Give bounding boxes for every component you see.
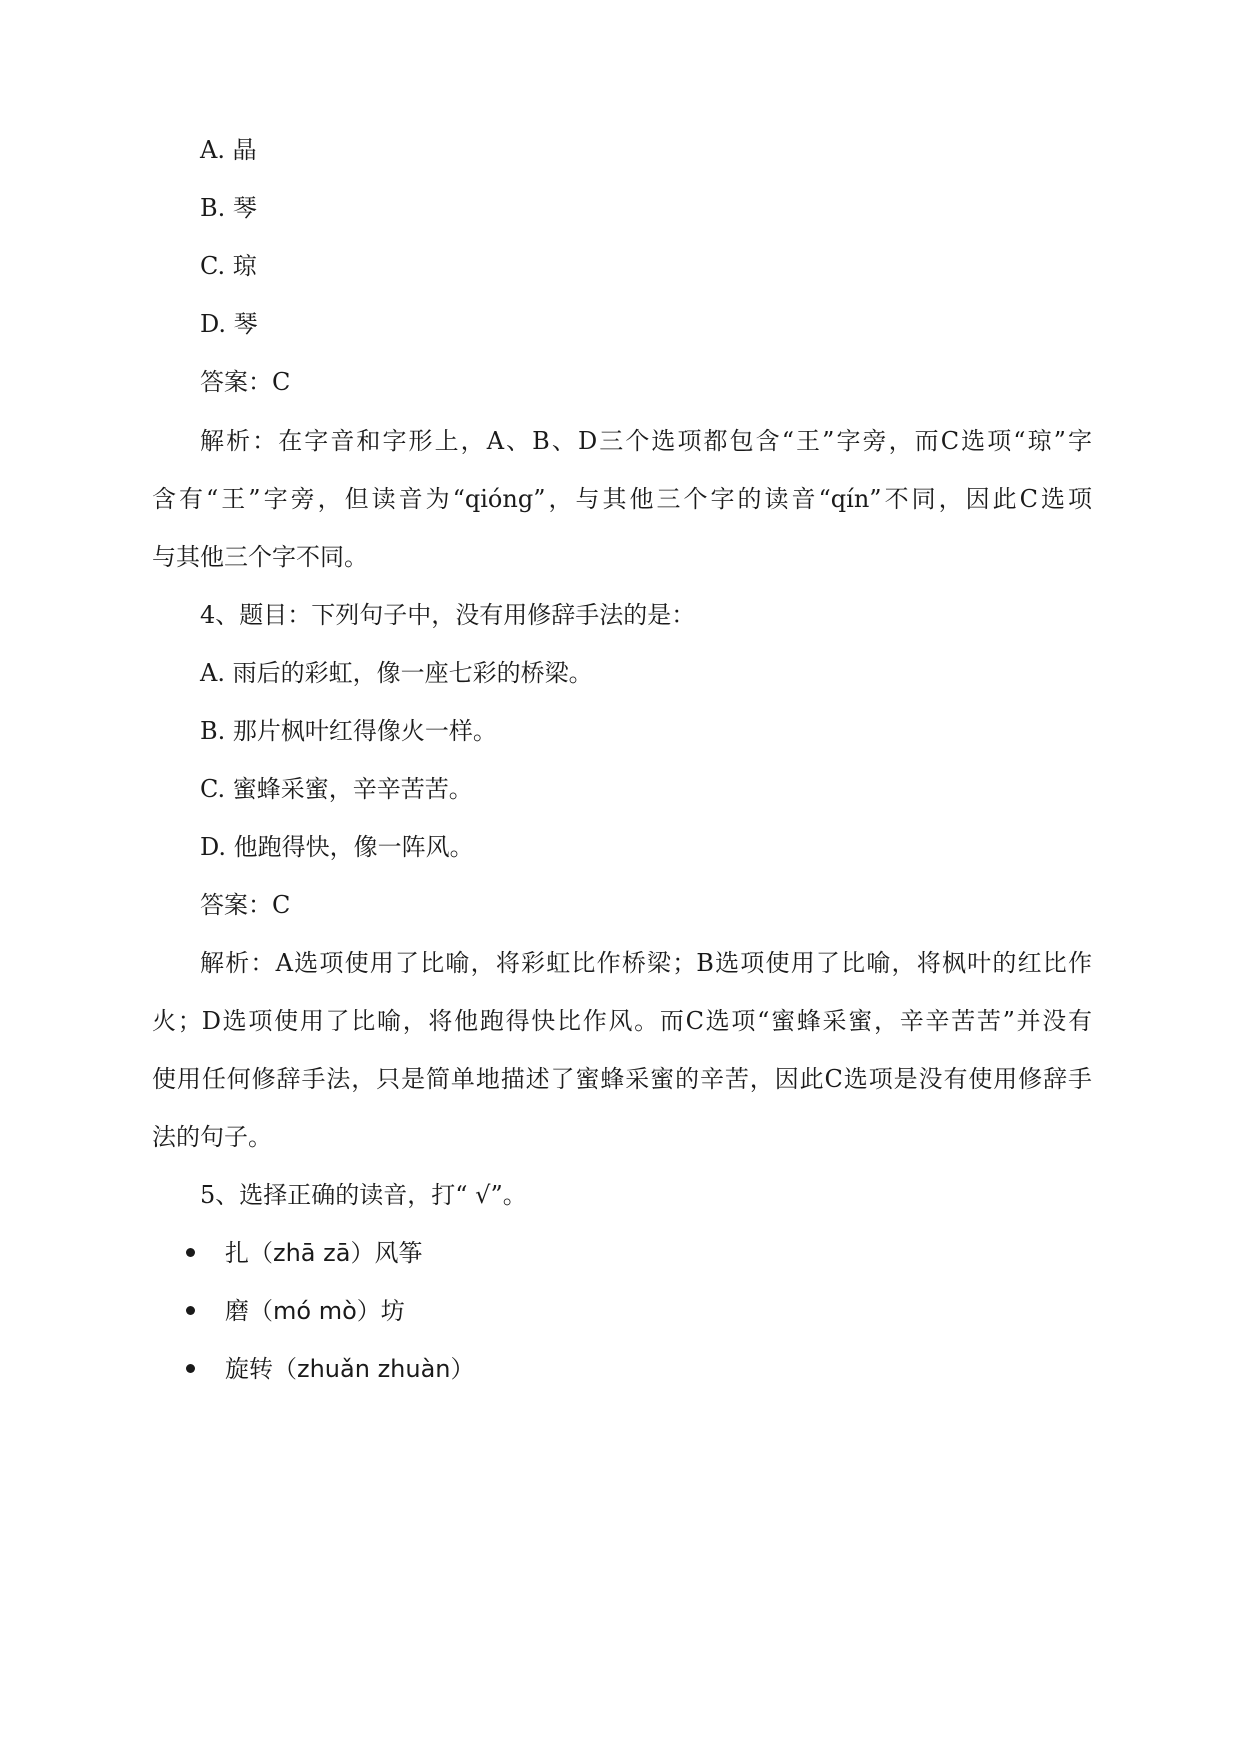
q4-option-a: A. 雨后的彩虹，像一座七彩的桥梁。 xyxy=(200,659,593,687)
q4-analysis-line-3: 使用任何修辞手法，只是简单地描述了蜜蜂采蜜的辛苦，因此C选项是没有使用修辞手 xyxy=(152,1065,1092,1093)
q4-analysis-line-1: 解析：A选项使用了比喻，将彩虹比作桥梁；B选项使用了比喻，将枫叶的红比作 xyxy=(200,949,1092,977)
bullet-icon xyxy=(186,1364,195,1373)
q3-option-a: A. 晶 xyxy=(200,136,257,164)
q5-item-text: 磨（mó mò）坊 xyxy=(225,1297,405,1325)
q3-option-c: C. 琼 xyxy=(200,252,257,280)
q5-item-text: 旋转（zhuǎn zhuàn） xyxy=(225,1355,475,1383)
list-item xyxy=(186,1236,422,1270)
q4-title: 4、题目：下列句子中，没有用修辞手法的是： xyxy=(200,601,696,629)
q4-analysis-line-2: 火；D选项使用了比喻，将他跑得快比作风。而C选项“蜜蜂采蜜，辛辛苦苦”并没有 xyxy=(152,1007,1092,1035)
q4-answer: 答案：C xyxy=(200,891,291,919)
list-item xyxy=(186,1352,475,1386)
q4-option-b: B. 那片枫叶红得像火一样。 xyxy=(200,717,497,745)
bullet-icon xyxy=(186,1306,195,1315)
q3-option-b: B. 琴 xyxy=(200,194,257,222)
q5-title: 5、选择正确的读音，打“ √”。 xyxy=(200,1181,527,1209)
q4-option-d: D. 他跑得快，像一阵风。 xyxy=(200,833,474,861)
q3-analysis-line-1: 解析：在字音和字形上，A、B、D三个选项都包含“王”字旁，而C选项“琼”字 xyxy=(200,427,1092,455)
q4-option-c: C. 蜜蜂采蜜，辛辛苦苦。 xyxy=(200,775,473,803)
q3-option-d: D. 琴 xyxy=(200,310,258,338)
q4-analysis-line-4: 法的句子。 xyxy=(152,1123,272,1151)
list-item xyxy=(186,1294,405,1328)
q3-analysis-line-2: 含有“王”字旁，但读音为“qióng”，与其他三个字的读音“qín”不同，因此C选项 xyxy=(152,485,1092,513)
bullet-icon xyxy=(186,1248,195,1257)
q3-answer: 答案：C xyxy=(200,368,291,396)
q5-item-text: 扎（zhā zā）风筝 xyxy=(225,1239,423,1267)
q3-analysis-line-3: 与其他三个字不同。 xyxy=(152,543,368,571)
